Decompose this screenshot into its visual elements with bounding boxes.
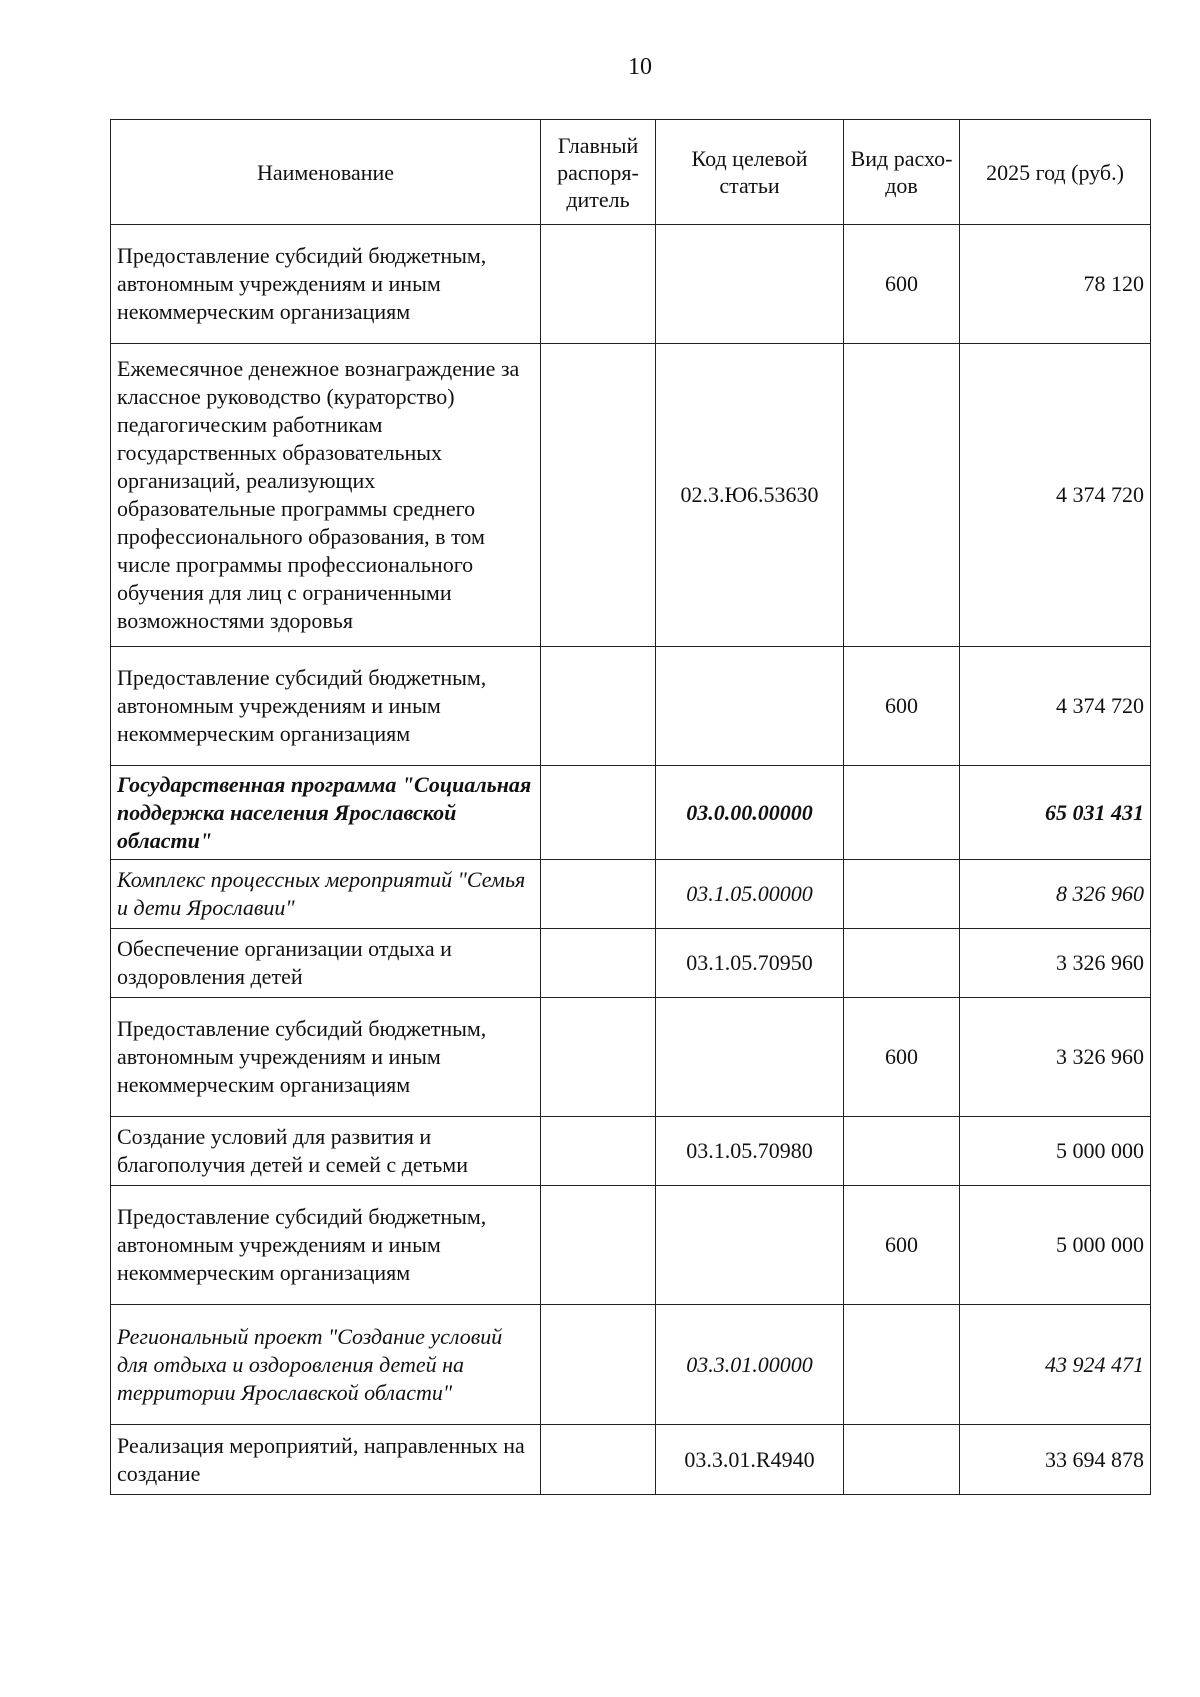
row-code: 03.3.01.00000	[656, 1305, 844, 1425]
header-name: Наименование	[111, 120, 541, 225]
budget-table	[110, 119, 1151, 1495]
header-kind: Вид расхо-дов	[844, 120, 960, 225]
row-name: Государственная программа "Социальная поддержка населения Ярославской области"	[111, 766, 541, 860]
row-name: Предоставление субсидий бюджетным, автономным учреждениям и иным некоммерческим организациям	[111, 998, 541, 1117]
table-row	[111, 344, 1151, 647]
row-manager	[541, 344, 656, 647]
row-kind	[844, 1425, 960, 1495]
row-manager	[541, 1117, 656, 1186]
row-kind: 600	[844, 1186, 960, 1305]
row-kind: 600	[844, 998, 960, 1117]
row-kind: 600	[844, 647, 960, 766]
row-kind: 600	[844, 225, 960, 344]
table-header-row	[111, 120, 1151, 225]
row-kind	[844, 1117, 960, 1186]
row-name: Обеспечение организации отдыха и оздоровления детей	[111, 929, 541, 998]
row-sum: 3 326 960	[960, 998, 1151, 1117]
table-row	[111, 998, 1151, 1117]
table-body	[111, 225, 1151, 1495]
row-manager	[541, 1305, 656, 1425]
row-sum: 5 000 000	[960, 1117, 1151, 1186]
table-row	[111, 1117, 1151, 1186]
row-name: Региональный проект "Создание условий для отдыха и оздоровления детей на территории Ярославской области"	[111, 1305, 541, 1425]
row-sum: 43 924 471	[960, 1305, 1151, 1425]
row-sum: 4 374 720	[960, 647, 1151, 766]
row-code: 03.1.05.70950	[656, 929, 844, 998]
table-row	[111, 225, 1151, 344]
row-code	[656, 225, 844, 344]
row-name: Предоставление субсидий бюджетным, автономным учреждениям и иным некоммерческим организациям	[111, 225, 541, 344]
row-sum: 4 374 720	[960, 344, 1151, 647]
header-sum: 2025 год (руб.)	[960, 120, 1151, 225]
row-manager	[541, 1425, 656, 1495]
row-code	[656, 998, 844, 1117]
row-kind	[844, 344, 960, 647]
row-name: Реализация мероприятий, направленных на создание	[111, 1425, 541, 1495]
table-row	[111, 1186, 1151, 1305]
row-name: Предоставление субсидий бюджетным, автономным учреждениям и иным некоммерческим организациям	[111, 647, 541, 766]
row-kind	[844, 860, 960, 929]
table-row	[111, 860, 1151, 929]
row-code	[656, 1186, 844, 1305]
row-manager	[541, 1186, 656, 1305]
row-code: 02.3.Ю6.53630	[656, 344, 844, 647]
row-code: 03.0.00.00000	[656, 766, 844, 860]
row-sum: 3 326 960	[960, 929, 1151, 998]
row-code	[656, 647, 844, 766]
table-row	[111, 1305, 1151, 1425]
row-name: Ежемесячное денежное вознаграждение за классное руководство (кураторство) педагогическим работникам государственных образовательных организаций, реализующих образовательные программы среднего профессионального образования, в том числе программы профессионального обучения для лиц с ограниченными возможностями здоровья	[111, 344, 541, 647]
row-manager	[541, 766, 656, 860]
row-sum: 33 694 878	[960, 1425, 1151, 1495]
row-manager	[541, 860, 656, 929]
table-row	[111, 766, 1151, 860]
row-sum: 5 000 000	[960, 1186, 1151, 1305]
row-name: Предоставление субсидий бюджетным, автономным учреждениям и иным некоммерческим организациям	[111, 1186, 541, 1305]
row-kind	[844, 766, 960, 860]
row-manager	[541, 929, 656, 998]
row-code: 03.1.05.70980	[656, 1117, 844, 1186]
row-kind	[844, 1305, 960, 1425]
row-manager	[541, 225, 656, 344]
row-sum: 8 326 960	[960, 860, 1151, 929]
table-row	[111, 647, 1151, 766]
row-sum: 78 120	[960, 225, 1151, 344]
row-name: Создание условий для развития и благополучия детей и семей с детьми	[111, 1117, 541, 1186]
row-kind	[844, 929, 960, 998]
row-code: 03.1.05.00000	[656, 860, 844, 929]
header-manager: Главный распоря-дитель	[541, 120, 656, 225]
header-code: Код целевой статьи	[656, 120, 844, 225]
page-number: 10	[628, 54, 652, 80]
row-manager	[541, 998, 656, 1117]
row-manager	[541, 647, 656, 766]
row-code: 03.3.01.R4940	[656, 1425, 844, 1495]
table-row	[111, 929, 1151, 998]
table-row	[111, 1425, 1151, 1495]
row-name: Комплекс процессных мероприятий "Семья и дети Ярославии"	[111, 860, 541, 929]
row-sum: 65 031 431	[960, 766, 1151, 860]
